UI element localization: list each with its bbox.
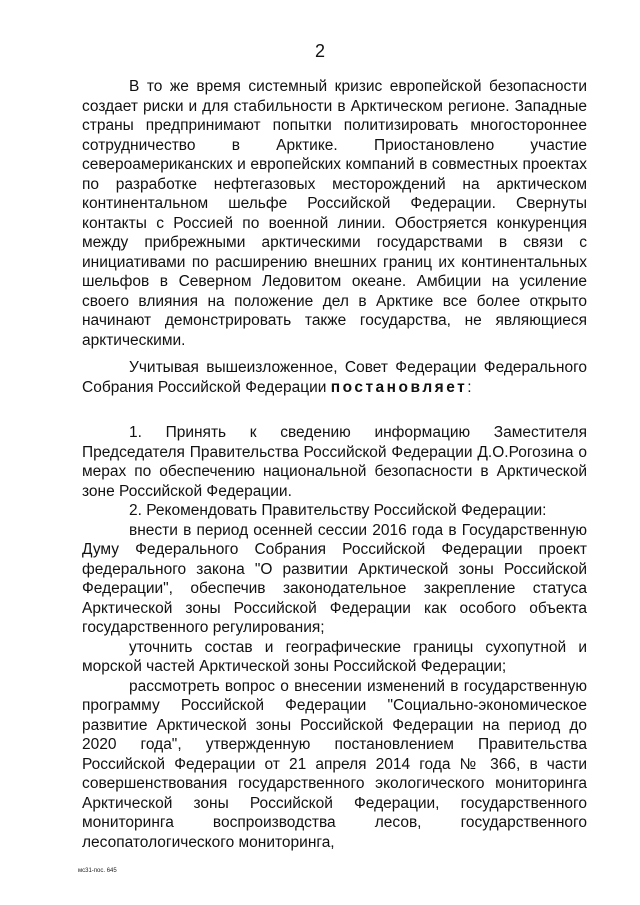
paragraph-arctic-security-crisis: В то же время системный кризис европейской безопасности создает риски и для стабильности в Арктическом регионе. Западные страны предпринимают попытки политизировать многостороннее сотрудничество в Арктике. Приостановлено участие североамериканских и европейских компаний в совместных проектах по разработке нефтегазовых месторождений на арктическом континентальном шельфе Российской Федерации. Свернуты контакты с Россией по военной линии. Обостряется конкуренция между прибрежными арктическими государствами в связи с инициативами по расширению внешних границ их континентальных шельфов в Северном Ледовитом океане. Амбиции на усиление своего влияния на положение дел в Арктике все более открыто начинают демонстрировать также государства, не являющиеся арктическими. bbox=[82, 78, 587, 349]
footer-document-code: мс31-пос. 645 bbox=[78, 868, 117, 874]
page-number: 2 bbox=[314, 41, 325, 61]
paragraph-state-program: рассмотреть вопрос о внесении изменений в государственную программу Российской Федерации "Социально-экономическое развитие Арктической зоны Российской Федерации на период до 2020 года", утвержденную постановлением Правительства Российской Федерации от 21 апреля 2014 года № 366, в части совершенствования государственного экологического мониторинга Арктической зоны Российской Федерации, государственного мониторинга воспроизводства лесов, государственного лесопатологического мониторинга, bbox=[82, 677, 587, 851]
resolution-colon: : bbox=[467, 378, 472, 396]
paragraph-item-1: 1. Принять к сведению информацию Заместителя Председателя Правительства Российской Федерации Д.О.Рогозина о мерах по обеспечению национальной безопасности в Арктической зоне Российской Федерации. bbox=[82, 424, 587, 500]
paragraph-item-2: 2. Рекомендовать Правительству Российской Федерации: bbox=[129, 502, 547, 519]
document-body bbox=[82, 77, 587, 852]
paragraph-resolution-intro bbox=[82, 358, 587, 397]
paragraph-borders: уточнить состав и географические границы сухопутной и морской частей Арктической зоны Российской Федерации; bbox=[82, 638, 587, 675]
paragraph-federal-law: внести в период осенней сессии 2016 года в Государственную Думу Федерального Собрания Российской Федерации проект федерального закона "О развитии Арктической зоны Российской Федерации", обеспечив законодательное закрепление статуса Арктической зоны Российской Федерации как особого объекта государственного регулирования; bbox=[82, 521, 587, 636]
resolution-keyword: постановляет bbox=[330, 378, 468, 396]
resolution-intro-text: Учитывая вышеизложенное, Совет Федерации Федерального Собрания Российской Федерации bbox=[82, 359, 587, 396]
